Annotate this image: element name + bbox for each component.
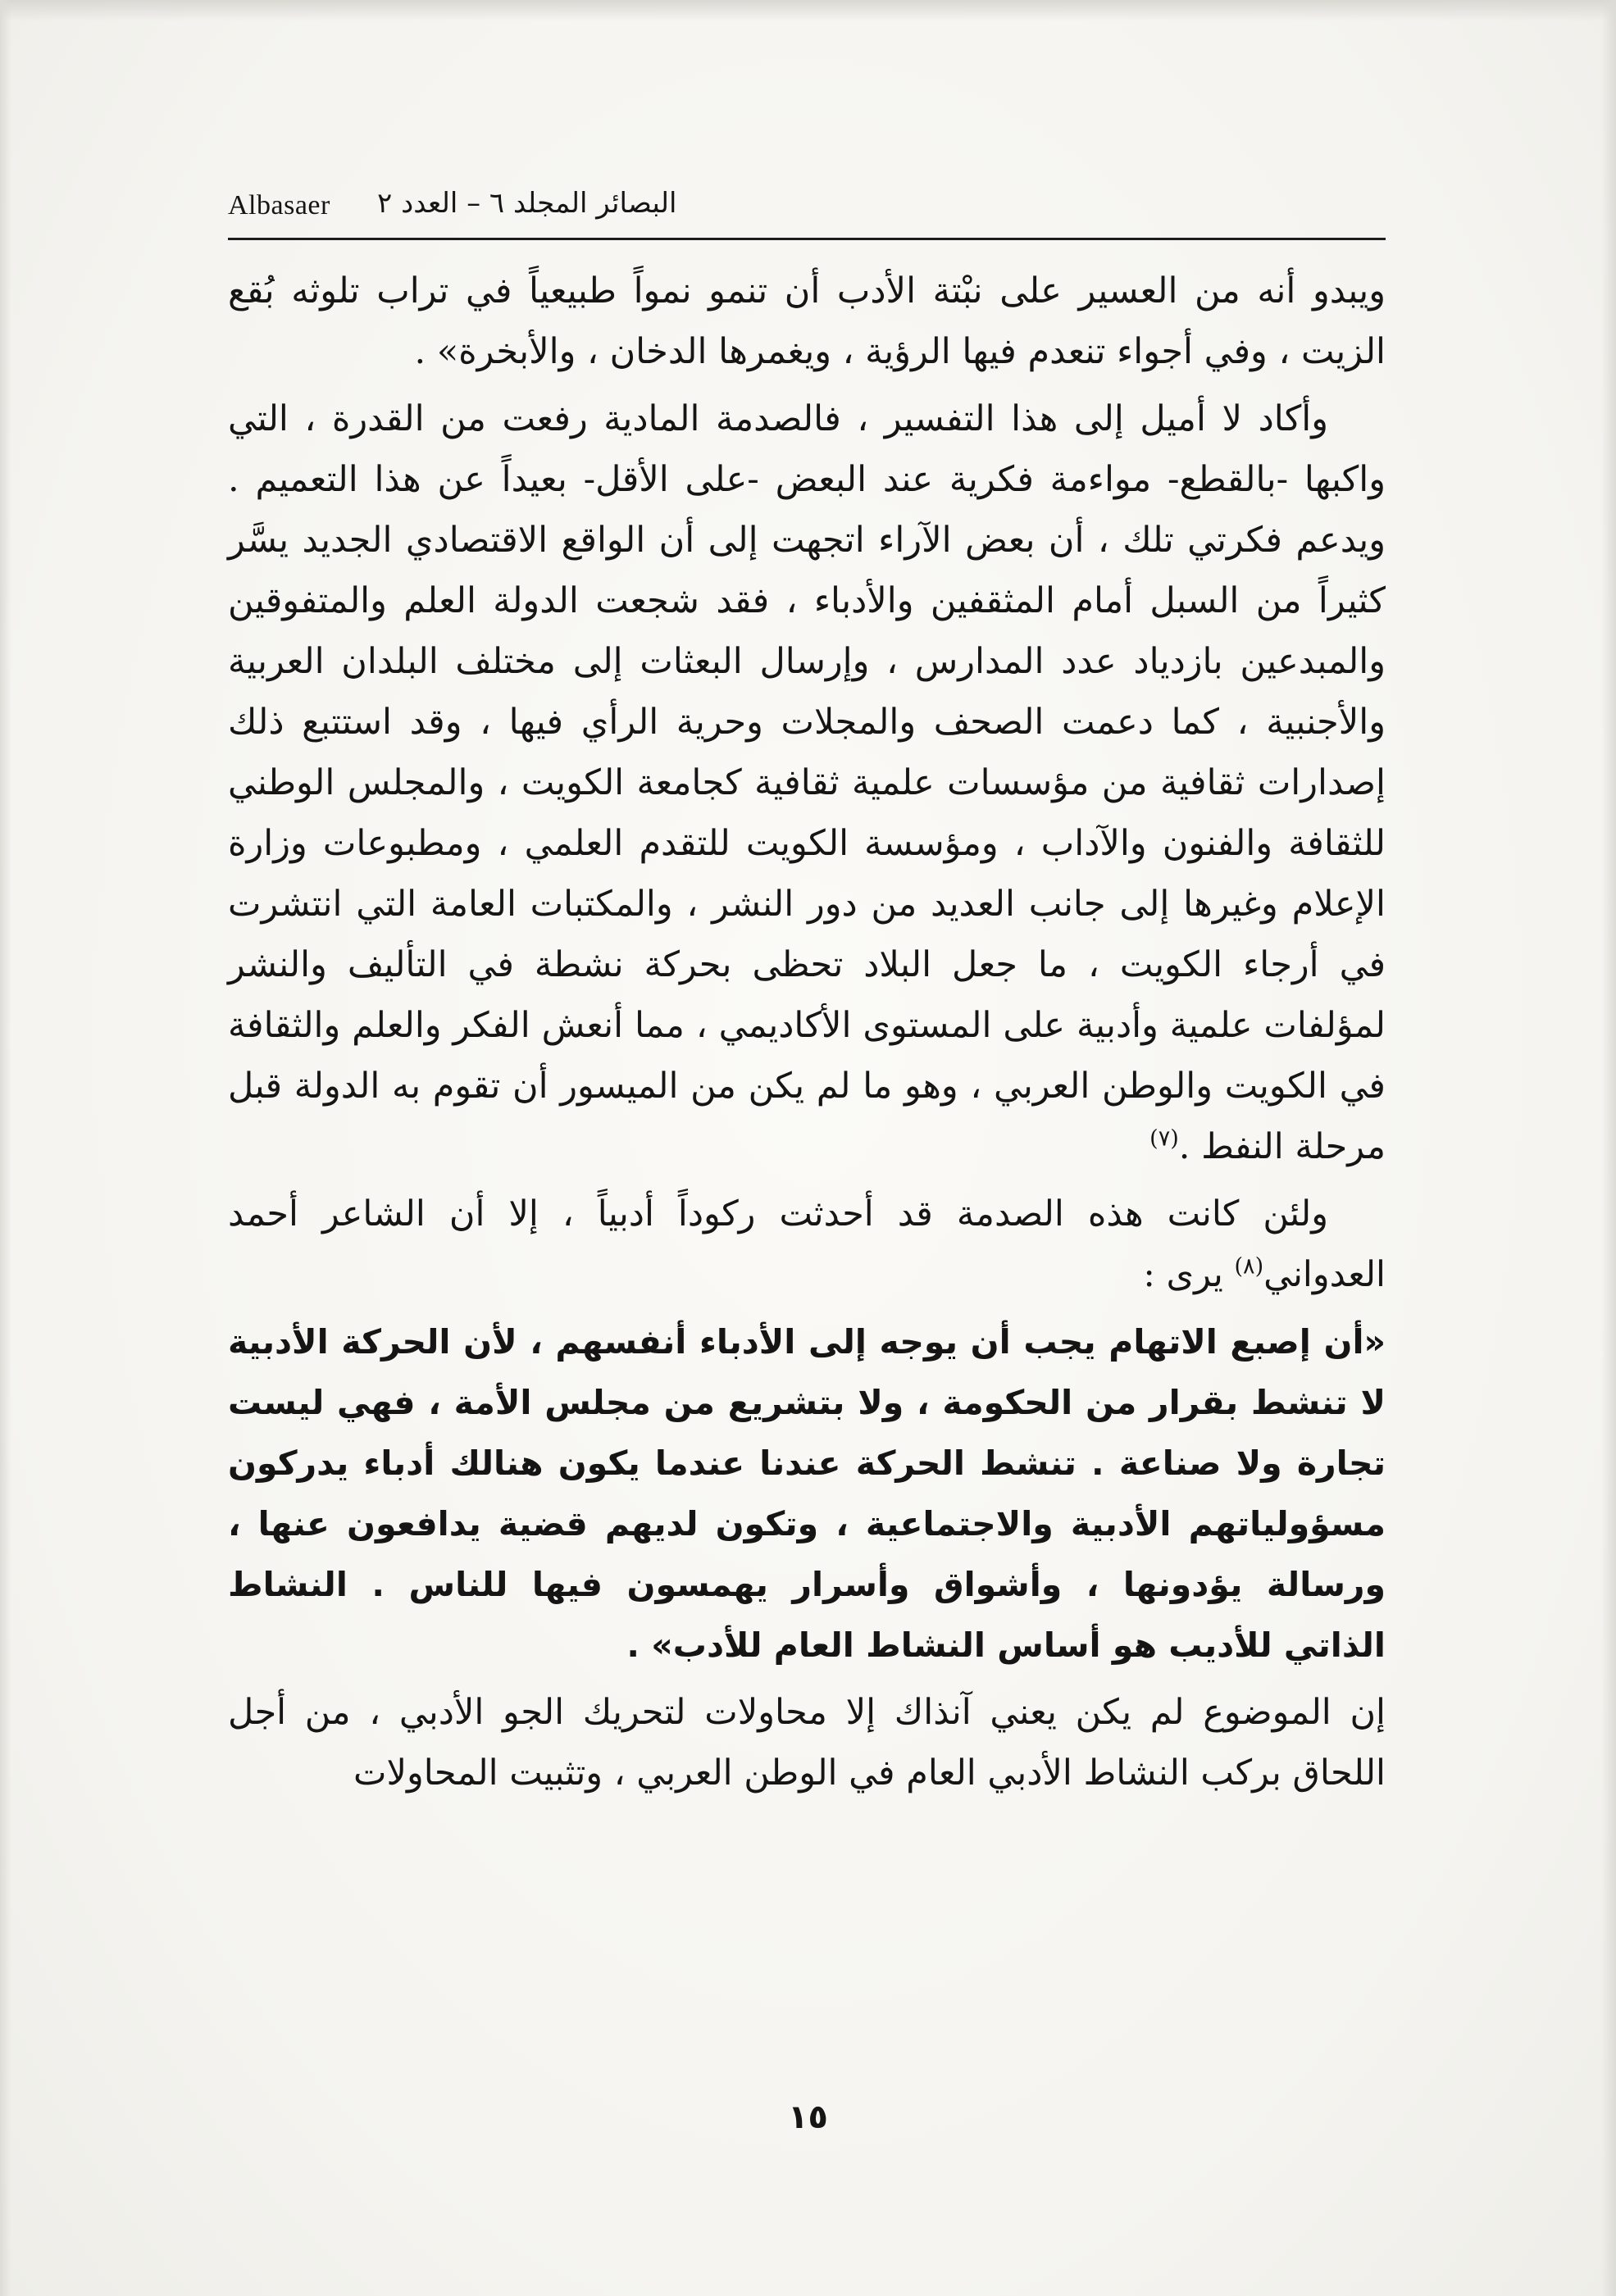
scan-shadow-left [0,0,11,2296]
paragraph-2 [228,389,1386,1177]
page-number: ١٥ [788,2098,828,2136]
article-body [228,261,1386,1810]
header-rule [228,238,1386,240]
journal-latin-title: Albasaer [228,190,330,221]
journal-arabic-title: البصائر المجلد ٦ – العدد ٢ [377,187,677,220]
paragraph-1 [228,261,1386,382]
paragraph-1-text: ويبدو أنه من العسير على نبْتة الأدب أن تنمو نمواً طبيعياً في تراب تلوثه بُقع الزيت ، وفي أجواء تنعدم فيها الرؤية ، ويغمرها الدخان ، والأبخرة» . [228,271,1386,372]
footnote-ref-8: (٨) [1234,1253,1264,1280]
paragraph-3-tail: يرى : [1143,1254,1223,1295]
block-quote [228,1312,1386,1675]
paragraph-3-text: ولئن كانت هذه الصدمة قد أحدثت ركوداً أدبياً ، إلا أن الشاعر أحمد العدواني [228,1193,1386,1295]
footnote-ref-7: (٧) [1149,1125,1179,1152]
scan-shadow-right [1601,0,1616,2296]
paragraph-3 [228,1184,1386,1305]
paragraph-2-text: وأكاد لا أميل إلى هذا التفسير ، فالصدمة المادية رفعت من القدرة ، التي واكبها -بالقطع- مواءمة فكرية عند البعض -على الأقل- بعيداً عن هذا التعميم . ويدعم فكرتي تلك ، أن بعض الآراء اتجهت إلى أن الواقع الاقتصادي الجديد يسَّر كثيراً من السبل أمام المثقفين والأدباء ، فقد شجعت الدولة العلم والمتفوقين والمبدعين بازدياد عدد المدارس ، وإرسال البعثات إلى مختلف البلدان العربية والأجنبية ، كما دعمت الصحف والمجلات وحرية الرأي فيها ، وقد استتبع ذلك إصدارات ثقافية من مؤسسات علمية ثقافية كجامعة الكويت ، والمجلس الوطني للثقافة والفنون والآداب ، ومؤسسة الكويت للتقدم العلمي ، ومطبوعات وزارة الإعلام وغيرها إلى جانب العديد من دور النشر ، والمكتبات العامة التي انتشرت في أرجاء الكويت ، ما جعل البلاد تحظى بحركة نشطة في التأليف والنشر لمؤلفات علمية وأدبية على المستوى الأكاديمي ، مما أنعش الفكر والعلم والثقافة في الكويت والوطن العربي ، وهو ما لم يكن من الميسور أن تقوم به الدولة قبل مرحلة النفط . [228,398,1386,1167]
paragraph-5 [228,1682,1386,1803]
running-header [228,179,1386,228]
block-quote-text: «أن إصبع الاتهام يجب أن يوجه إلى الأدباء أنفسهم ، لأن الحركة الأدبية لا تنشط بقرار من الحكومة ، ولا بتشريع من مجلس الأمة ، فهي ليست تجارة ولا صناعة . تنشط الحركة عندنا عندما يكون هنالك أدباء يدركون مسؤولياتهم الأدبية والاجتماعية ، وتكون لديهم قضية يدافعون عنها ، ورسالة يؤدونها ، وأشواق وأسرار يهمسون فيها للناس . النشاط الذاتي للأديب هو أساس النشاط العام للأدب» . [228,1322,1386,1665]
scan-shadow-top [0,0,1616,21]
paragraph-5-text: إن الموضوع لم يكن يعني آنذاك إلا محاولات لتحريك الجو الأدبي ، من أجل اللحاق بركب النشاط الأدبي العام في الوطن العربي ، وتثبيت المحاولات [228,1692,1386,1794]
